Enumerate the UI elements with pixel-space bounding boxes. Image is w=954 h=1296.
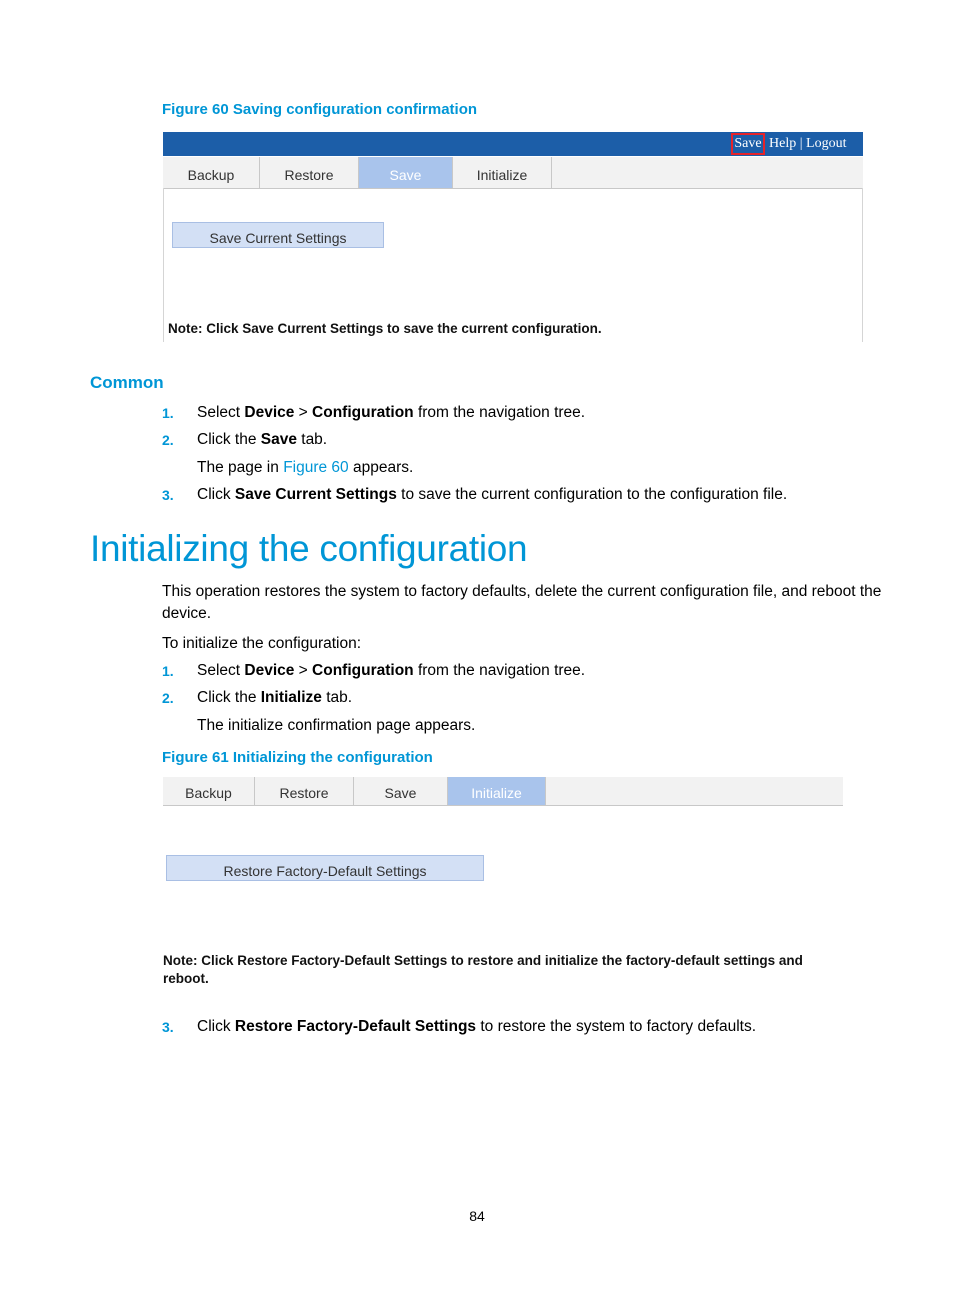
init-step-1-text: Select Device > Configuration from the navigation tree. — [197, 662, 586, 679]
init-step-2-result: The initialize confirmation page appears. — [197, 717, 476, 734]
tab-backup[interactable]: Backup — [163, 777, 255, 805]
tab-backup[interactable]: Backup — [163, 157, 260, 188]
tab-restore[interactable]: Restore — [255, 777, 354, 805]
figure-60-caption: Figure 60 Saving configuration confirmation — [162, 101, 478, 118]
step-2-result: The page in Figure 60 appears. — [197, 459, 414, 476]
tab-initialize[interactable]: Initialize — [453, 157, 552, 188]
init-step-3-text: Click Restore Factory-Default Settings to restore the system to factory defaults. — [197, 1018, 757, 1035]
step-number: 1. — [162, 405, 174, 421]
content-panel — [163, 188, 863, 342]
tab-initialize[interactable]: Initialize — [448, 777, 546, 805]
step-1-text: Select Device > Configuration from the navigation tree. — [197, 404, 586, 421]
figure-60-screenshot — [163, 132, 863, 342]
tab-save[interactable]: Save — [354, 777, 448, 805]
note-text: Note: Click Save Current Settings to save the current configuration. — [168, 321, 602, 336]
topbar-save-link[interactable]: Save — [731, 133, 765, 155]
restore-factory-default-settings-button[interactable]: Restore Factory-Default Settings — [166, 855, 484, 881]
step-number: 2. — [162, 690, 174, 706]
step-number: 3. — [162, 1019, 174, 1035]
intro-line-2: device. — [162, 605, 212, 622]
tab-bar — [163, 157, 863, 189]
topbar-help-logout-links[interactable]: Help | Logout — [769, 136, 847, 151]
top-bar — [163, 132, 863, 156]
figure-60-link[interactable]: Figure 60 — [283, 459, 349, 476]
step-number: 1. — [162, 663, 174, 679]
step-number: 3. — [162, 487, 174, 503]
tab-save[interactable]: Save — [359, 157, 453, 188]
figure-61-caption: Figure 61 Initializing the configuration — [162, 749, 433, 766]
save-current-settings-button[interactable]: Save Current Settings — [172, 222, 384, 248]
tab-bar — [163, 777, 843, 806]
page-number: 84 — [469, 1208, 485, 1224]
init-step-2-text: Click the Initialize tab. — [197, 689, 353, 706]
step-2-text: Click the Save tab. — [197, 431, 328, 448]
note-line-1: Note: Click Restore Factory-Default Settings to restore and initialize the factory-default settings and — [163, 953, 803, 968]
chapter-title: Initializing the configuration — [90, 528, 528, 569]
section-heading-common: Common — [90, 373, 164, 392]
step-number: 2. — [162, 432, 174, 448]
step-3-text: Click Save Current Settings to save the current configuration to the configuration file. — [197, 486, 788, 503]
intro-line-1: This operation restores the system to factory defaults, delete the current configuration file, and reboot the — [162, 583, 882, 600]
lead-text: To initialize the configuration: — [162, 635, 362, 652]
figure-61-screenshot — [163, 777, 843, 992]
tab-restore[interactable]: Restore — [260, 157, 359, 188]
note-line-2: reboot. — [163, 971, 209, 986]
